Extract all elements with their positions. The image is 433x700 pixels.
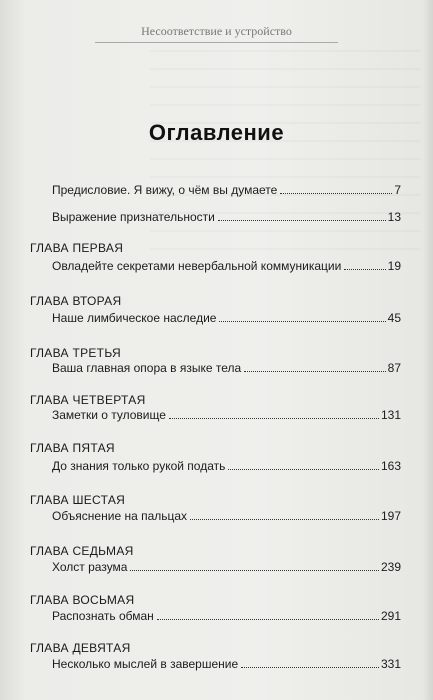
toc-entry-chapter-3 bbox=[52, 358, 401, 376]
leader-dots bbox=[280, 193, 392, 194]
page-number: 45 bbox=[387, 311, 401, 325]
page-number: 163 bbox=[380, 459, 401, 473]
leader-dots bbox=[190, 519, 379, 520]
entry-text: Холст разума bbox=[52, 560, 128, 574]
leader-dots bbox=[157, 619, 379, 620]
chapter-heading: ГЛАВА ДЕВЯТАЯ bbox=[30, 641, 131, 655]
leader-dots bbox=[218, 220, 386, 221]
page-edge bbox=[423, 0, 433, 700]
running-header: Несоответствие и устройство bbox=[95, 20, 338, 43]
toc-entry-chapter-1 bbox=[52, 256, 401, 274]
entry-text: Объяснение на пальцах bbox=[52, 509, 188, 523]
entry-text: Наше лимбическое наследие bbox=[52, 311, 217, 325]
chapter-heading: ГЛАВА ВТОРАЯ bbox=[30, 294, 122, 308]
leader-dots bbox=[219, 321, 385, 322]
toc-entry-chapter-5 bbox=[52, 456, 401, 474]
page-number: 7 bbox=[394, 183, 401, 197]
toc-entry-chapter-8 bbox=[52, 606, 401, 624]
entry-text: Заметки о туловище bbox=[52, 408, 166, 422]
entry-text: Предисловие. Я вижу, о чём вы думаете bbox=[52, 183, 278, 197]
entry-text: Распознать обман bbox=[52, 609, 154, 623]
chapter-heading: ГЛАВА ПЕРВАЯ bbox=[30, 241, 124, 255]
toc-entry-acknowledgments bbox=[52, 207, 401, 225]
page-number: 291 bbox=[380, 609, 401, 623]
entry-text: Несколько мыслей в завершение bbox=[52, 657, 239, 671]
chapter-heading: ГЛАВА ШЕСТАЯ bbox=[30, 493, 126, 507]
entry-text: Овладейте секретами невербальной коммуникации bbox=[52, 259, 342, 273]
entry-text: Выражение признательности bbox=[52, 210, 215, 224]
toc-entry-chapter-9 bbox=[52, 654, 401, 672]
toc-entry-chapter-7 bbox=[52, 557, 401, 575]
page-number: 13 bbox=[387, 210, 401, 224]
page-number: 131 bbox=[380, 408, 401, 422]
page-number: 331 bbox=[380, 657, 401, 671]
leader-dots bbox=[244, 371, 385, 372]
leader-dots bbox=[228, 469, 379, 470]
toc-entry-chapter-4 bbox=[52, 405, 401, 423]
leader-dots bbox=[241, 667, 379, 668]
entry-text: Ваша главная опора в языке тела bbox=[52, 361, 242, 375]
toc-entry-chapter-2 bbox=[52, 308, 401, 326]
page-number: 87 bbox=[387, 361, 401, 375]
leader-dots bbox=[169, 418, 379, 419]
chapter-heading: ГЛАВА ПЯТАЯ bbox=[30, 441, 115, 455]
entry-text: До знания только рукой подать bbox=[52, 459, 226, 473]
page-number: 19 bbox=[387, 259, 401, 273]
chapter-heading: ГЛАВА ВОСЬМАЯ bbox=[30, 593, 135, 607]
chapter-heading: ГЛАВА СЕДЬМАЯ bbox=[30, 544, 134, 558]
leader-dots bbox=[130, 570, 378, 571]
page-number: 239 bbox=[380, 560, 401, 574]
leader-dots bbox=[344, 269, 385, 270]
chapter-heading: ГЛАВА ЧЕТВЕРТАЯ bbox=[30, 393, 146, 407]
page-number: 197 bbox=[380, 509, 401, 523]
toc-title: Оглавление bbox=[148, 120, 285, 145]
toc-entry-chapter-6 bbox=[52, 506, 401, 524]
chapter-heading: ГЛАВА ТРЕТЬЯ bbox=[30, 346, 121, 360]
toc-entry-preface bbox=[52, 180, 401, 198]
